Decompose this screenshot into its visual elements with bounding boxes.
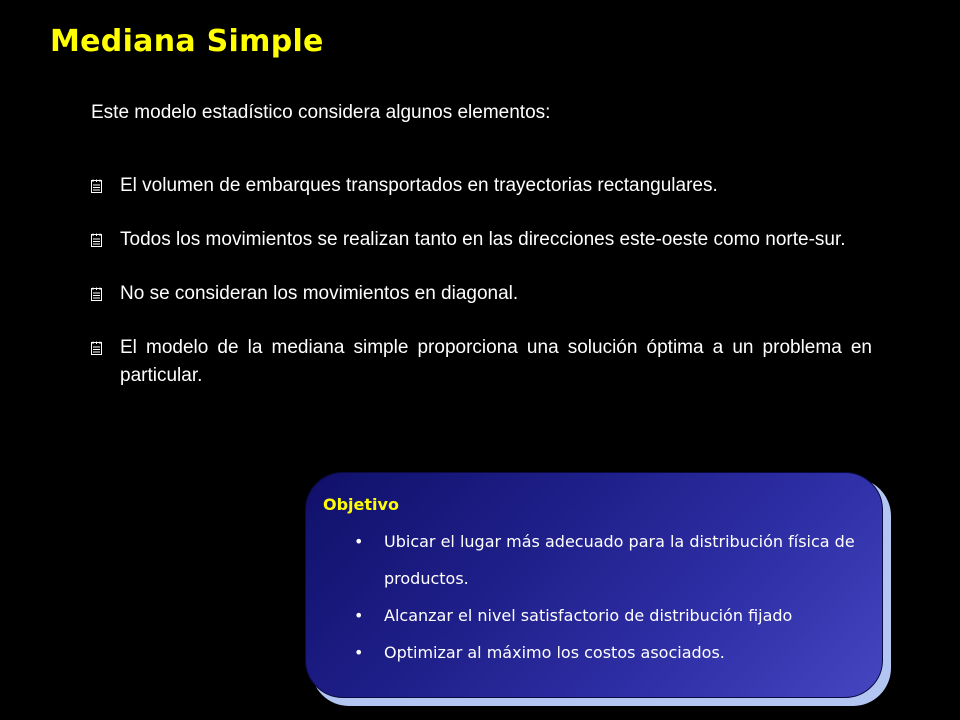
note-pad-icon bbox=[91, 233, 102, 247]
list-item bbox=[91, 280, 872, 308]
bullet-dot-icon: • bbox=[354, 643, 364, 662]
list-item bbox=[91, 334, 872, 390]
bullet-text: El modelo de la mediana simple proporciona una solución óptima a un problema en particular. bbox=[120, 337, 872, 386]
objective-box bbox=[305, 472, 883, 698]
bullet-dot-icon: • bbox=[354, 532, 364, 551]
objective-list bbox=[354, 523, 874, 671]
objective-item-text: Alcanzar el nivel satisfactorio de distribución fijado bbox=[384, 606, 793, 625]
bullet-text: No se consideran los movimientos en diagonal. bbox=[120, 283, 519, 304]
note-pad-icon bbox=[91, 179, 102, 193]
bullet-text: Todos los movimientos se realizan tanto en las direcciones este-oeste como norte-sur. bbox=[120, 229, 846, 250]
list-item bbox=[354, 597, 874, 634]
bullet-dot-icon: • bbox=[354, 606, 364, 625]
slide-title: Mediana Simple bbox=[50, 24, 324, 59]
list-item bbox=[91, 226, 872, 254]
objective-item-text: Ubicar el lugar más adecuado para la distribución física de productos. bbox=[384, 532, 855, 588]
note-pad-icon bbox=[91, 287, 102, 301]
intro-text: Este modelo estadístico considera algunos elementos: bbox=[91, 102, 551, 123]
list-item bbox=[354, 523, 874, 597]
bullet-text: El volumen de embarques transportados en trayectorias rectangulares. bbox=[120, 175, 718, 196]
bullet-list bbox=[91, 172, 872, 416]
list-item bbox=[91, 172, 872, 200]
note-pad-icon bbox=[91, 341, 102, 355]
objective-title: Objetivo bbox=[323, 495, 399, 514]
objective-item-text: Optimizar al máximo los costos asociados. bbox=[384, 643, 725, 662]
list-item bbox=[354, 634, 874, 671]
